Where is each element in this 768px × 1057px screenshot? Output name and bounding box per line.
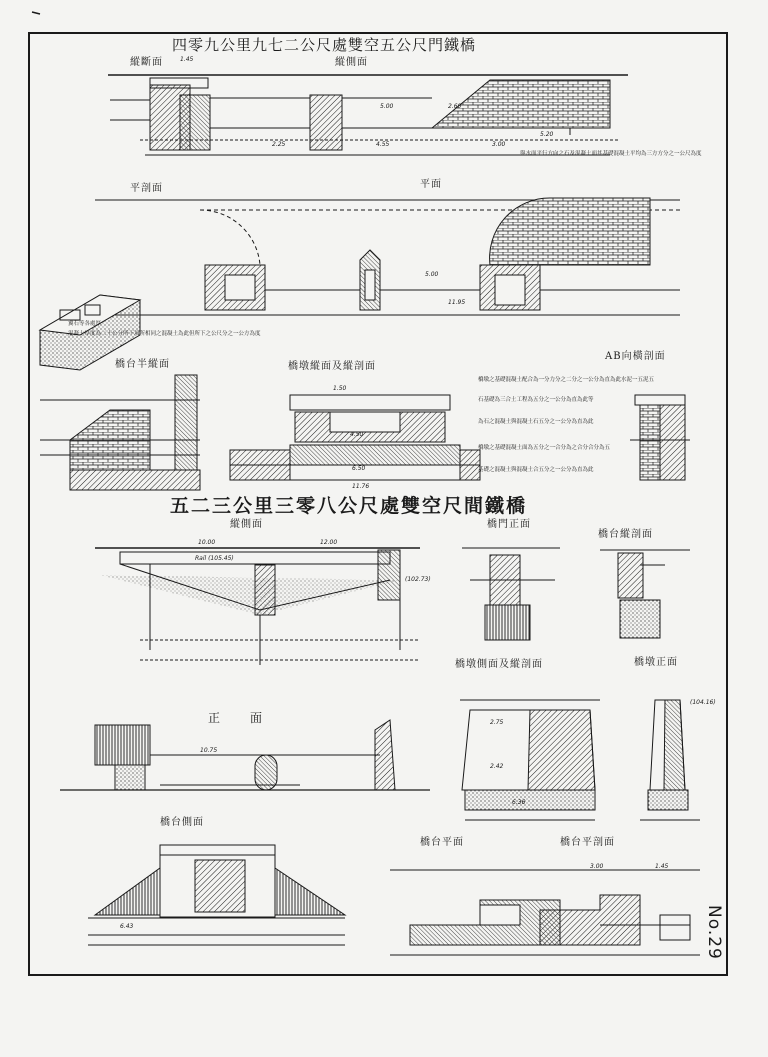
label-abutment-plan: 橋台平面 <box>420 837 464 848</box>
dim-label: 1.45 <box>655 863 669 870</box>
dim-label: 1.45 <box>180 56 194 63</box>
corner-tick <box>32 12 40 14</box>
dim-label: 11.95 <box>448 299 466 306</box>
portal-front <box>462 548 560 640</box>
label-front-elevation: 正 面 <box>208 711 265 725</box>
dim-label: 4.50 <box>350 431 364 438</box>
abutment-long <box>600 550 690 638</box>
label-mid-side: 縱側面 <box>230 519 263 530</box>
dim-label: 3.00 <box>492 141 506 148</box>
label-plan: 平面 <box>420 179 442 190</box>
note-plan-left-1: 翼石等各處厚 <box>68 321 102 327</box>
dim-label: 6.43 <box>120 923 134 930</box>
dim-label: (104.16) <box>690 699 716 706</box>
note-top-right: 與水面平行方向之石及混凝土面其基礎混凝土平均為三方方分之一公尺為度 <box>520 151 702 157</box>
label-abutment-half: 橋台半縱面 <box>115 359 170 370</box>
mid-side <box>95 548 420 665</box>
dim-label: 5.00 <box>425 271 439 278</box>
pier-side <box>460 700 600 820</box>
note-ab-1: 橋墩之基礎混凝土配合為一分力分之二分之一公分為直為此水泥一五泥五 <box>478 377 655 383</box>
title-middle: 五二三公里三零八公尺處雙空尺間鐵橋 <box>170 495 528 517</box>
front-elevation <box>60 720 430 790</box>
pier-front <box>640 700 700 820</box>
dim-label: 3.00 <box>590 863 604 870</box>
note-ab-5: 基礎之混凝土與混凝土合五分之一公分為直為此 <box>478 467 594 473</box>
label-pier-side: 橋墩側面及縱剖面 <box>455 659 543 670</box>
note-ab-2: 石基礎為三合土工程為五分之一公分為直為此等 <box>478 397 594 403</box>
label-abutment-side: 橋台側面 <box>160 817 204 828</box>
dim-label: 2.42 <box>490 763 504 770</box>
label-abutment-plan-section: 橋台平剖面 <box>560 837 615 848</box>
label-pier-section: 橋墩縱面及縱剖面 <box>288 361 376 372</box>
label-plan-section: 平剖面 <box>130 183 163 194</box>
dim-label: 10.75 <box>200 747 218 754</box>
label-top-side: 縱側面 <box>335 57 368 68</box>
label-pier-front: 橋墩正面 <box>634 657 678 668</box>
title-top: 四零九公里九七二公尺處雙空五公尺門鐵橋 <box>172 36 477 54</box>
label-portal-front: 橋門正面 <box>487 519 531 530</box>
plate-number: No.29 <box>704 905 724 960</box>
label-top-cross: 縱斷面 <box>130 57 163 68</box>
note-ab-4: 橋墩之基礎混凝土面為五分之一合分為之合分合分為五 <box>478 445 611 451</box>
dim-label: 12.00 <box>320 539 338 546</box>
dim-label: 10.00 <box>198 539 216 546</box>
abutment-plan <box>390 870 700 955</box>
top-cross-section <box>108 75 628 155</box>
dim-label: 1.50 <box>333 385 347 392</box>
top-plan <box>95 198 680 315</box>
abutment-side <box>88 845 345 945</box>
note-plan-left-2: 混凝土厚度為二十公分所下項所相同之混凝土為此但所下之公尺分之一公方為度 <box>68 331 261 337</box>
dim-label: 6.50 <box>352 465 366 472</box>
dim-label: 2.25 <box>272 141 286 148</box>
dim-label: (102.73) <box>405 576 431 583</box>
dim-label: Rail (105.45) <box>195 555 234 562</box>
dim-label: 4.55 <box>376 141 390 148</box>
abutment-half <box>40 375 200 490</box>
dim-label: 6.36 <box>512 799 526 806</box>
label-abutment-long: 橋台縱剖面 <box>598 529 653 540</box>
dim-label: 5.20 <box>540 131 554 138</box>
label-ab-section: AB向橫剖面 <box>605 351 666 362</box>
dim-label: 11.76 <box>352 483 370 490</box>
dim-label: 2.75 <box>490 719 504 726</box>
dim-label: 5.00 <box>380 103 394 110</box>
dim-label: 2.60 <box>448 103 462 110</box>
ab-section <box>630 395 690 480</box>
note-ab-3: 為石之混凝土與混凝土石五分之一公分為直為此 <box>478 419 594 425</box>
